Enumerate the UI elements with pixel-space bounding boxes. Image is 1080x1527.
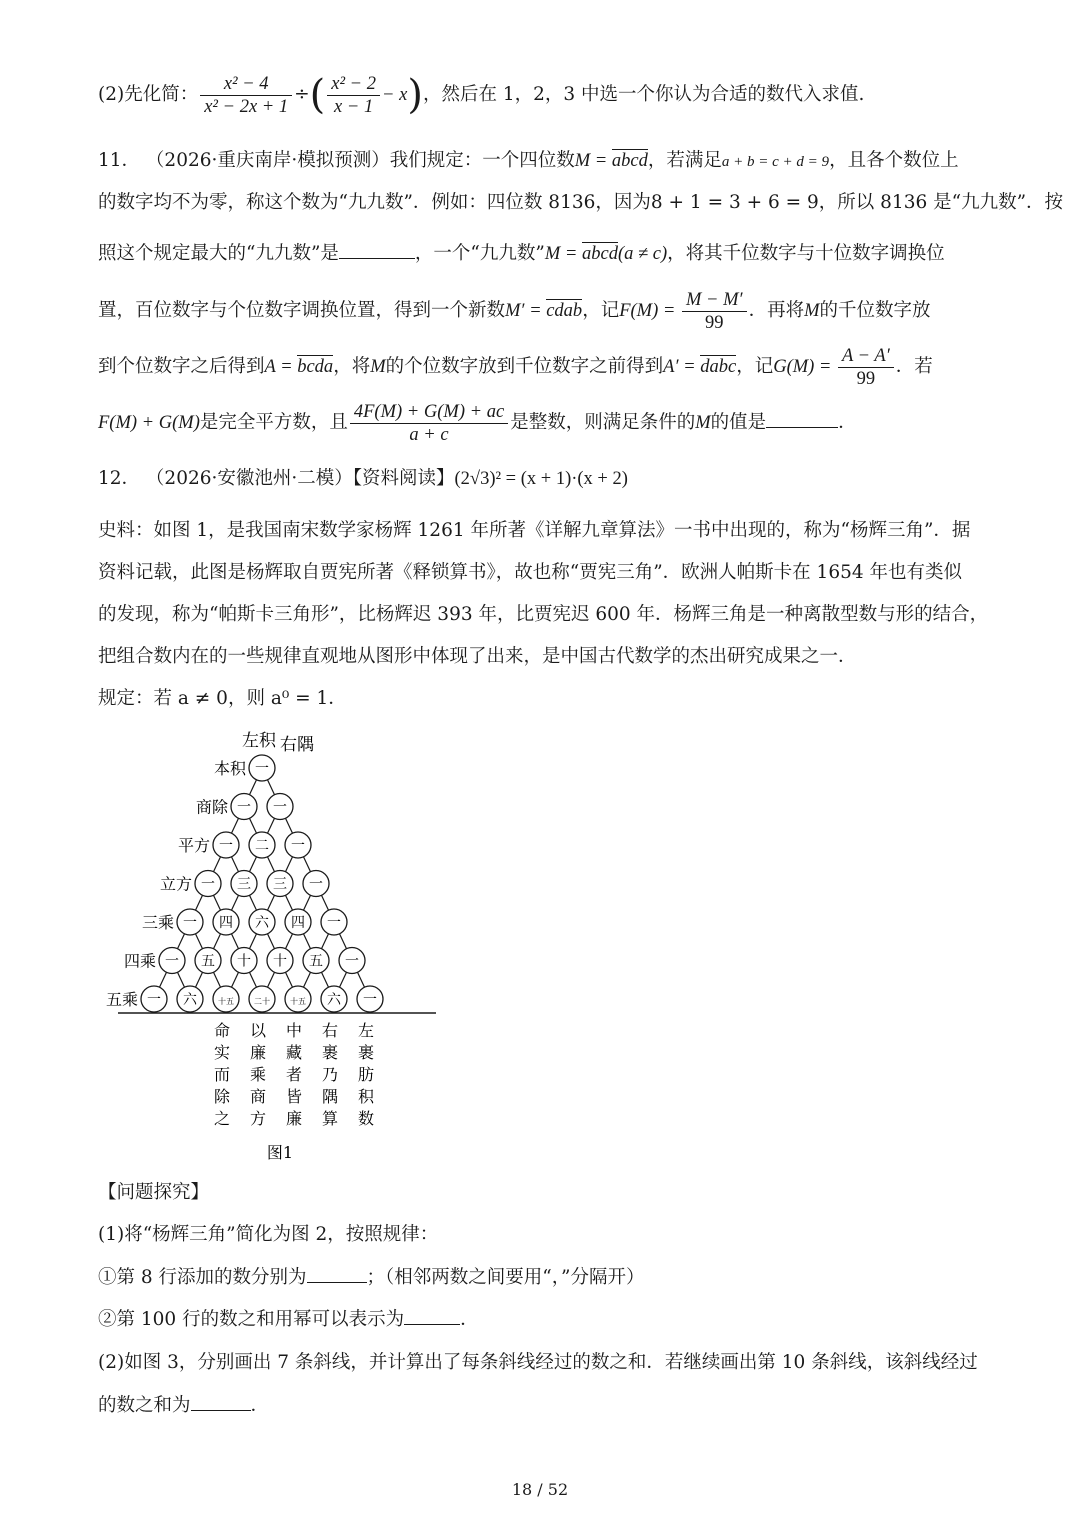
fraction-2-denominator: x − 1 bbox=[334, 96, 374, 117]
fraction-2-numerator: x² − 2 bbox=[327, 73, 380, 96]
sub-question-2-end: ． bbox=[250, 1395, 270, 1416]
figure-caption: 图1 bbox=[266, 1143, 294, 1162]
q12-heading: 12． （2026·安徽池州·二模）【资料阅读】 bbox=[98, 468, 455, 489]
q11-line3 bbox=[98, 240, 945, 267]
q11-text: ，记 bbox=[736, 356, 774, 377]
math-a-neq-c: (a ≠ c) bbox=[617, 244, 668, 264]
annotation-character: 积 bbox=[357, 1087, 375, 1106]
triangle-node-value: 一 bbox=[363, 992, 377, 1008]
triangle-row-label: 立方 bbox=[159, 874, 192, 894]
math-M-eq: M = bbox=[574, 151, 612, 171]
fraction-1-denominator: x² − 2x + 1 bbox=[204, 96, 289, 117]
triangle-node-value: 一 bbox=[273, 799, 287, 816]
triangle-row-label: 五乘 bbox=[105, 990, 138, 1009]
q11-text: ．若 bbox=[895, 356, 933, 377]
annotation-character: 以 bbox=[249, 1021, 267, 1040]
fraction-1-numerator: x² − 4 bbox=[200, 73, 292, 96]
answer-blank-4[interactable] bbox=[404, 1306, 460, 1325]
annotation-character: 廉 bbox=[285, 1109, 303, 1128]
q11-line6 bbox=[98, 400, 857, 446]
annotation-character: 右 bbox=[321, 1021, 339, 1040]
annotation-character: 藏 bbox=[285, 1043, 303, 1062]
q11-text: ．再将 bbox=[748, 300, 805, 321]
sub-question-1b bbox=[98, 1306, 479, 1333]
triangle-row-label: 本积 bbox=[213, 759, 246, 778]
triangle-node-value: 一 bbox=[219, 838, 233, 854]
q12-rule bbox=[98, 686, 347, 712]
triangle-node-value: 五 bbox=[309, 953, 323, 970]
sub-question-2-line2 bbox=[98, 1392, 269, 1419]
q12-paragraph-text: 史料：如图 1，是我国南宋数学家杨辉 1261 年所著《详解九章算法》一书中出现的，称为“杨辉三角”．据 bbox=[98, 520, 971, 541]
triangle-node-value: 五 bbox=[201, 953, 215, 970]
q10-label: (2)先化简： bbox=[98, 84, 199, 105]
q12-paragraph-text: 资料记载，此图是杨辉取自贾宪所著《释锁算书》，故也称“贾宪三角”．欧洲人帕斯卡在 1654 年也有类似 bbox=[98, 562, 963, 583]
answer-blank-2[interactable] bbox=[766, 409, 838, 428]
annotation-character: 裹 bbox=[321, 1043, 339, 1062]
math-M: M bbox=[804, 301, 820, 321]
q11-text: ，将 bbox=[333, 356, 371, 377]
q11-text: 是完全平方数，且 bbox=[199, 412, 348, 433]
math-dabc: dabc bbox=[700, 357, 737, 377]
annotation-character: 左 bbox=[357, 1021, 375, 1040]
math-F-of-M: F(M) = bbox=[619, 301, 680, 321]
triangle-node-value: 四 bbox=[219, 915, 233, 931]
math-abcd: abcd bbox=[611, 151, 648, 171]
answer-blank-1[interactable] bbox=[339, 240, 415, 259]
math-M: M bbox=[370, 357, 386, 377]
triangle-node-value: 六 bbox=[327, 992, 341, 1008]
triangle-node-value: 一 bbox=[255, 761, 269, 777]
q11-text: 的数字均不为零，称这个数为“九九数”．例如：四位数 8136，因为8 + 1 = 3 + 6 = 9，所以 8136 是“九九数”．按 bbox=[98, 192, 1064, 213]
fraction-1 bbox=[200, 73, 292, 118]
sub-question-2-line1 bbox=[98, 1350, 978, 1376]
sub-question-1b-text: ②第 100 行的数之和用幂可以表示为 bbox=[98, 1309, 405, 1330]
explore-heading-text: 【问题探究】 bbox=[98, 1182, 210, 1203]
triangle-node-value: 一 bbox=[165, 953, 179, 970]
paren-close: ) bbox=[407, 72, 423, 118]
q11-text: ，记 bbox=[582, 300, 620, 321]
triangle-row-label: 商除 bbox=[195, 797, 228, 817]
q12-paragraph-text: 把组合数内在的一些规律直观地从图形中体现了出来，是中国古代数学的杰出研究成果之一． bbox=[98, 646, 857, 667]
triangle-node-value: 十 bbox=[237, 953, 251, 970]
q11-line5 bbox=[98, 344, 933, 390]
triangle-node-value: 一 bbox=[327, 915, 341, 931]
sub-question-2-text: 的数之和为 bbox=[98, 1395, 191, 1416]
triangle-node-value: 六 bbox=[183, 992, 197, 1008]
math-bcda: bcda bbox=[297, 357, 334, 377]
q11-text: ，若满足 bbox=[647, 150, 722, 171]
q11-text: 是整数，则满足条件的 bbox=[510, 412, 696, 433]
annotation-character: 之 bbox=[213, 1109, 231, 1128]
answer-blank-3[interactable] bbox=[307, 1264, 367, 1283]
annotation-character: 而 bbox=[213, 1065, 231, 1084]
math-expression: (2√3)² = (x + 1)·(x + 2) bbox=[454, 469, 628, 489]
q12-para-line3 bbox=[98, 602, 988, 628]
annotation-character: 者 bbox=[285, 1065, 303, 1084]
triangle-node-value: 六 bbox=[255, 915, 269, 931]
triangle-node-value: 十 bbox=[273, 953, 287, 970]
annotation-character: 除 bbox=[213, 1087, 231, 1106]
q11-text: 置，百位数字与个位数字调换位置，得到一个新数 bbox=[98, 300, 506, 321]
triangle-node-value: 三 bbox=[237, 876, 251, 893]
annotation-character: 实 bbox=[213, 1043, 231, 1062]
math-G-of-M: G(M) = bbox=[773, 357, 837, 377]
fraction-G-numerator: A − A′ bbox=[838, 345, 894, 368]
annotation-character: 方 bbox=[249, 1109, 267, 1128]
triangle-row-label: 平方 bbox=[177, 836, 210, 855]
fraction-H-numerator: 4F(M) + G(M) + ac bbox=[350, 401, 508, 424]
math-cdab: cdab bbox=[546, 301, 583, 321]
q11-text: ，且各个数位上 bbox=[829, 150, 959, 171]
triangle-annotation-columns bbox=[214, 1021, 375, 1128]
q12-para-line2 bbox=[98, 560, 962, 586]
q11-text: ． bbox=[838, 412, 857, 433]
q11-text: ，将其千位数字与十位数字调换位 bbox=[667, 243, 945, 264]
page-number: 18 / 52 bbox=[511, 1480, 569, 1499]
triangle-node-value: 一 bbox=[309, 876, 323, 893]
q12-paragraph-text: 的发现，称为“帕斯卡三角形”，比杨辉迟 393 年，比贾宪迟 600 年．杨辉三角是一种离散型数与形的结合， bbox=[98, 604, 989, 625]
sub-question-1-text: (1)将“杨辉三角”简化为图 2，按照规律： bbox=[98, 1224, 439, 1245]
triangle-node-value: 一 bbox=[237, 799, 251, 816]
sub-question-1 bbox=[98, 1222, 438, 1248]
triangle-node-value: 十五 bbox=[290, 997, 306, 1006]
sub-question-2-text: (2)如图 3，分别画出 7 条斜线，并计算出了每条斜线经过的数之和．若继续画出第 10 条斜线，该斜线经过 bbox=[98, 1352, 978, 1373]
triangle-node-value: 一 bbox=[291, 838, 305, 854]
annotation-character: 乃 bbox=[321, 1065, 339, 1084]
annotation-character: 商 bbox=[249, 1087, 267, 1106]
triangle-node-value: 二 bbox=[255, 838, 269, 854]
sub-question-1b-end: ． bbox=[460, 1309, 479, 1330]
annotation-character: 乘 bbox=[249, 1065, 267, 1084]
q11-line4 bbox=[98, 288, 931, 334]
q10-tail: ，然后在 1，2，3 中选一个你认为合适的数代入求值. bbox=[422, 84, 865, 105]
triangle-row-label: 三乘 bbox=[141, 913, 174, 932]
q12-header bbox=[98, 466, 628, 492]
annotation-character: 中 bbox=[285, 1021, 303, 1040]
answer-blank-5[interactable] bbox=[191, 1392, 251, 1411]
label-left-ji: 左积 bbox=[242, 731, 276, 751]
math-F-plus-G: F(M) + G(M) bbox=[98, 413, 200, 433]
triangle-node-value: 一 bbox=[183, 915, 197, 931]
fraction-H-denominator: a + c bbox=[409, 424, 449, 445]
triangle-node-value: 四 bbox=[291, 915, 305, 931]
label-right-yu: 右隅 bbox=[280, 735, 314, 755]
math-condition: a + b = c + d = 9 bbox=[721, 154, 830, 170]
triangle-node-value: 二十 bbox=[254, 997, 270, 1006]
math-M-eq: M = bbox=[544, 244, 582, 264]
annotation-character: 廉 bbox=[249, 1043, 267, 1062]
fraction-F-numerator: M − M′ bbox=[682, 289, 747, 312]
explore-heading bbox=[98, 1180, 209, 1206]
math-Mprime-eq: M′ = bbox=[505, 301, 547, 321]
math-abcd: abcd bbox=[582, 244, 618, 264]
annotation-character: 裹 bbox=[357, 1043, 375, 1062]
q12-para-line1 bbox=[98, 518, 970, 544]
fraction-F-denominator: 99 bbox=[705, 312, 724, 333]
math-A-eq: A = bbox=[264, 357, 298, 377]
minus-x: − x bbox=[382, 85, 408, 105]
triangle-node-value: 一 bbox=[345, 953, 359, 970]
fraction-G-denominator: 99 bbox=[856, 368, 876, 389]
yanghui-triangle-figure bbox=[105, 722, 450, 1172]
fraction-G bbox=[838, 345, 894, 390]
annotation-character: 皆 bbox=[285, 1087, 303, 1106]
q11-line1 bbox=[98, 148, 959, 175]
paren-open: ( bbox=[309, 72, 326, 118]
q10-part2 bbox=[98, 72, 864, 118]
q11-text: ，一个“九九数” bbox=[414, 243, 545, 264]
sub-question-1a bbox=[98, 1264, 644, 1291]
annotation-character: 数 bbox=[357, 1109, 375, 1128]
q11-text: 的值是 bbox=[710, 412, 767, 433]
q11-text: 到个位数字之后得到 bbox=[98, 356, 265, 377]
sub-question-1a-text: ①第 8 行添加的数分别为 bbox=[98, 1267, 307, 1288]
sub-question-1a-note: ；（相邻两数之间要用“，”分隔开） bbox=[366, 1267, 645, 1288]
rule-text: 规定：若 a ≠ 0，则 a⁰ = 1． bbox=[98, 688, 347, 709]
triangle-row-label: 四乘 bbox=[123, 951, 156, 971]
q11-text: 的千位数字放 bbox=[819, 300, 931, 321]
q11-text: 照这个规定最大的“九九数”是 bbox=[98, 243, 339, 264]
q11-line2 bbox=[98, 190, 1063, 216]
fraction-H bbox=[350, 401, 508, 446]
fraction-F bbox=[682, 289, 747, 334]
q11-text: 11． （2026·重庆南岸·模拟预测）我们规定：一个四位数 bbox=[98, 150, 575, 171]
annotation-character: 隅 bbox=[321, 1087, 339, 1106]
divide-sign: ÷ bbox=[294, 84, 310, 105]
annotation-character: 肪 bbox=[357, 1065, 375, 1084]
annotation-character: 算 bbox=[321, 1109, 339, 1128]
triangle-node-value: 十五 bbox=[218, 997, 234, 1006]
math-M: M bbox=[695, 413, 711, 433]
triangle-node-value: 一 bbox=[201, 876, 215, 893]
math-Aprime-eq: A′ = bbox=[663, 357, 701, 377]
triangle-node-value: 三 bbox=[273, 876, 287, 893]
annotation-character: 命 bbox=[213, 1021, 231, 1040]
q12-para-line4 bbox=[98, 644, 857, 670]
triangle-node-value: 一 bbox=[147, 992, 161, 1008]
fraction-2 bbox=[327, 73, 380, 118]
q11-text: 的个位数字放到千位数字之前得到 bbox=[385, 356, 664, 377]
